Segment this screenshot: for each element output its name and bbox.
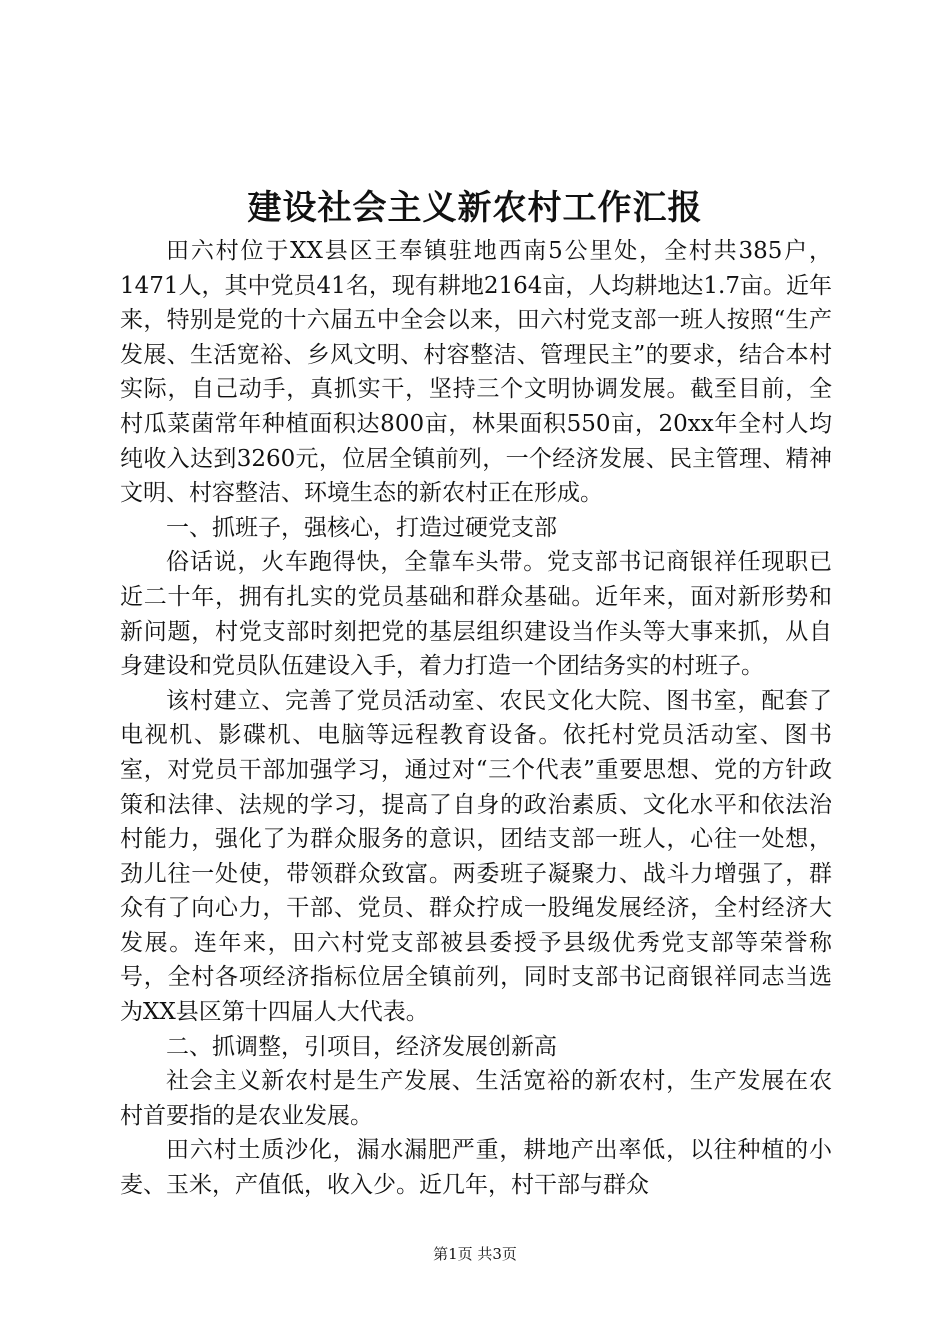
section-heading-1: 一、抓班子，强核心，打造过硬党支部: [166, 514, 557, 541]
paragraph: 田六村土质沙化，漏水漏肥严重，耕地产出率低，以往种植的小麦、玉米，产值低，收入少。近几年，村干部与群众: [120, 1137, 832, 1199]
page-number-footer: 第1页 共3页: [433, 1245, 517, 1263]
document-body: [120, 234, 832, 1203]
paragraph: 社会主义新农村是生产发展、生活宽裕的新农村，生产发展在农村首要指的是农业发展。: [120, 1068, 832, 1129]
document-title: 建设社会主义新农村工作汇报: [247, 188, 703, 228]
paragraph: 俗话说，火车跑得快，全靠车头带。党支部书记商银祥任现职已近二十年，拥有扎实的党员基础和群众基础。近年来，面对新形势和新问题，村党支部时刻把党的基层组织建设当作头等大事来抓，从自身建设和党员队伍建设入手，着力打造一个团结务实的村班子。: [120, 549, 832, 680]
paragraph-intro: 田六村位于XX县区王奉镇驻地西南5公里处，全村共385户，1471人，其中党员41名，现有耕地2164亩，人均耕地达1.7亩。近年来，特别是党的十六届五中全会以来，田六村党支部一班人按照“生产发展、生活宽裕、乡风文明、村容整洁、管理民主”的要求，结合本村实际，自己动手，真抓实干，坚持三个文明协调发展。截至目前，全村瓜菜菌常年种植面积达800亩，林果面积550亩，20xx年全村人均纯收入达到3260元，位居全镇前列，一个经济发展、民主管理、精神文明、村容整洁、环境生态的新农村正在形成。: [120, 238, 832, 507]
section-heading-2: 二、抓调整，引项目，经济发展创新高: [166, 1033, 557, 1060]
paragraph: 该村建立、完善了党员活动室、农民文化大院、图书室，配套了电视机、影碟机、电脑等远程教育设备。依托村党员活动室、图书室，对党员干部加强学习，通过对“三个代表”重要思想、党的方针政策和法律、法规的学习，提高了自身的政治素质、文化水平和依法治村能力，强化了为群众服务的意识，团结支部一班人，心往一处想，劲儿往一处使，带领群众致富。两委班子凝聚力、战斗力增强了，群众有了向心力，干部、党员、群众拧成一股绳发展经济，全村经济大发展。连年来，田六村党支部被县委授予县级优秀党支部等荣誉称号，全村各项经济指标位居全镇前列，同时支部书记商银祥同志当选为XX县区第十四届人大代表。: [120, 687, 832, 1026]
